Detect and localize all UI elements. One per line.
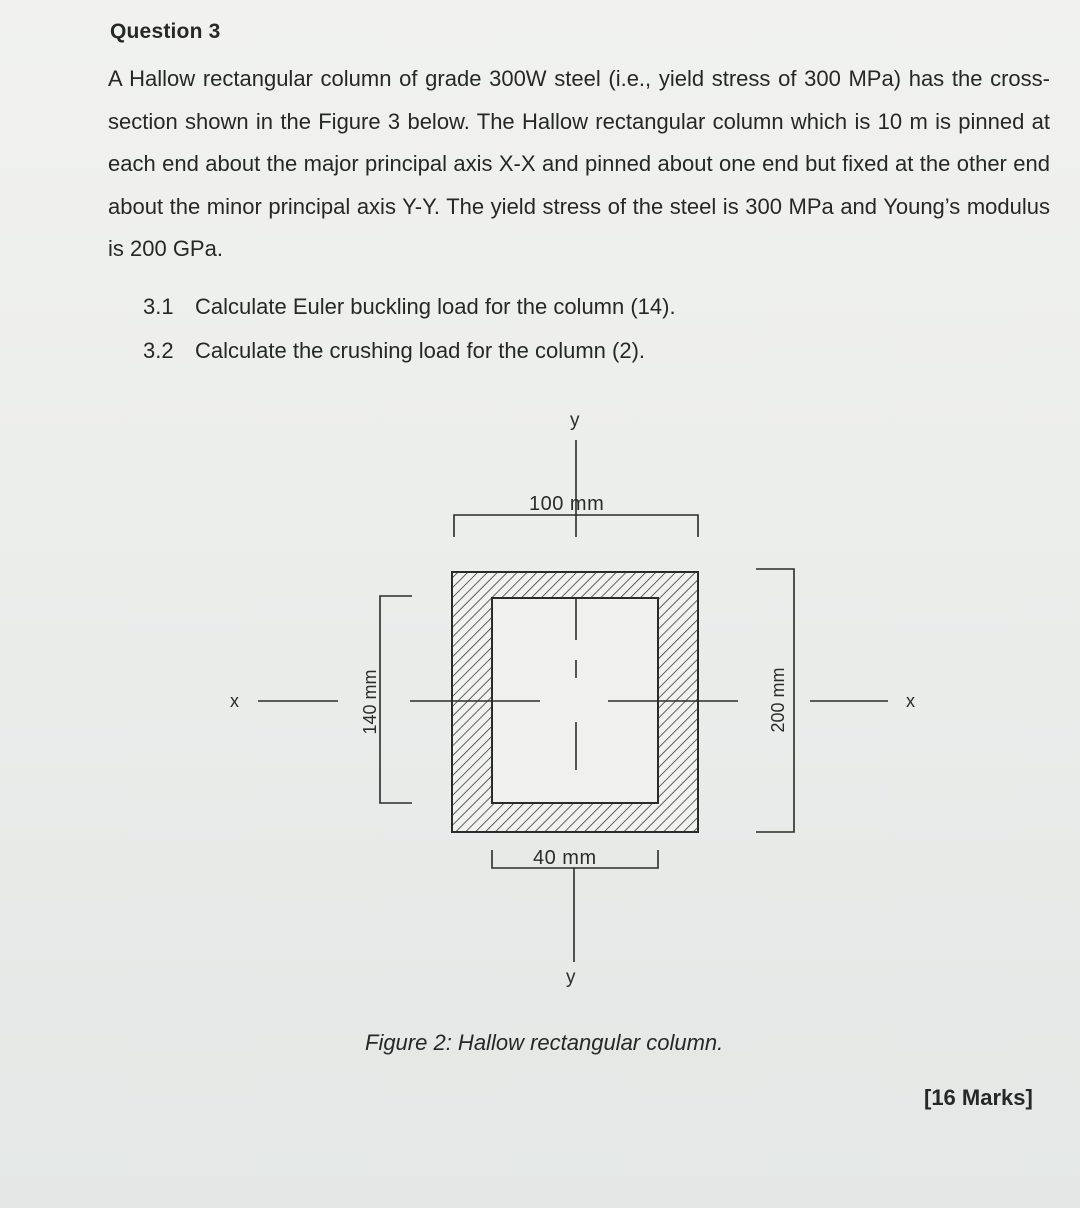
figure-caption: Figure 2: Hallow rectangular column. <box>365 1030 724 1055</box>
dimension-label-outer-height: 200 mm <box>768 667 788 733</box>
axis-label-y-top: y <box>570 410 580 431</box>
marks-label: [16 Marks] <box>924 1085 1033 1110</box>
subquestion-number: 3.2 <box>143 338 174 363</box>
dimension-label-inner-height: 140 mm <box>360 669 380 735</box>
subquestion-number: 3.1 <box>143 294 174 319</box>
dimension-label-inner-width: 40 mm <box>533 847 597 869</box>
question-title: Question 3 <box>110 20 221 43</box>
dimension-label-outer-width: 100 mm <box>529 493 605 515</box>
subquestion-text: Calculate the crushing load for the column (2). <box>195 338 646 363</box>
dimension-line-inner-height <box>380 596 412 803</box>
axis-label-x-left: x <box>230 691 239 711</box>
axis-label-y-bottom: y <box>566 967 576 988</box>
axis-label-x-right: x <box>906 691 915 711</box>
subquestion-text: Calculate Euler buckling load for the column (14). <box>195 294 676 319</box>
question-text: A Hallow rectangular column of grade 300W steel (i.e., yield stress of 300 MPa) has the cross-section shown in the Figure 3 below. The Hallow rectangular column which is 10 m is pinned at each end about the major principal axis X-X and pinned about one end but fixed at the other end about the minor principal axis Y-Y. The yield stress of the steel is 300 MPa and Young’s modulus is 200 GPa. <box>108 66 1050 261</box>
